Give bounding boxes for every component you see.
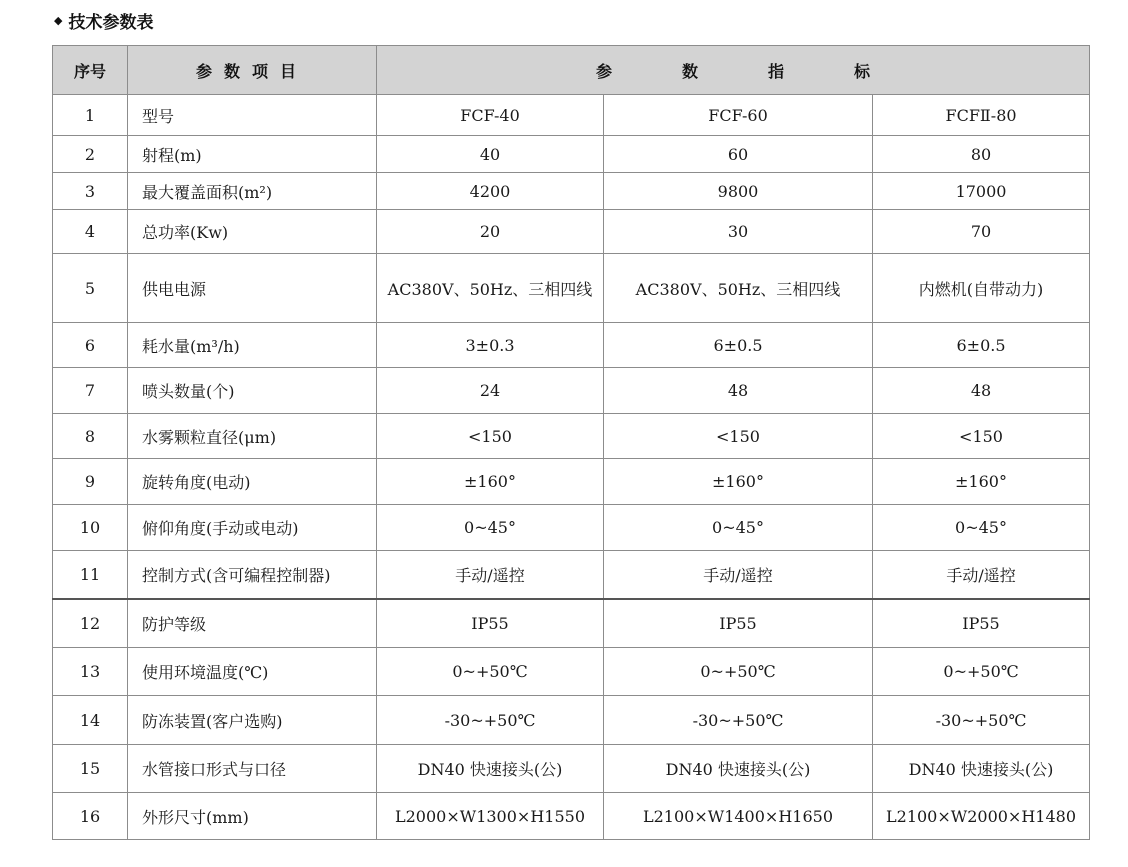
row-no: 10 — [53, 505, 128, 551]
row-value: IP55 — [377, 599, 604, 648]
row-name: 使用环境温度(℃) — [128, 648, 377, 696]
table-row — [53, 696, 1090, 745]
row-value: 手动/遥控 — [873, 551, 1090, 599]
section-heading — [54, 8, 153, 32]
row-value: 0~45° — [604, 505, 873, 551]
row-value: IP55 — [604, 599, 873, 648]
row-no: 12 — [53, 599, 128, 648]
row-name: 型号 — [128, 95, 377, 136]
row-no: 6 — [53, 323, 128, 368]
row-name: 旋转角度(电动) — [128, 459, 377, 505]
row-no: 2 — [53, 136, 128, 173]
row-value: 70 — [873, 210, 1090, 254]
row-no: 15 — [53, 745, 128, 793]
row-name: 水雾颗粒直径(μm) — [128, 414, 377, 459]
header-no: 序号 — [53, 46, 128, 95]
row-value: DN40 快速接头(公) — [604, 745, 873, 793]
row-no: 4 — [53, 210, 128, 254]
row-value: AC380V、50Hz、三相四线 — [604, 254, 873, 323]
row-value: <150 — [604, 414, 873, 459]
row-value: 6±0.5 — [604, 323, 873, 368]
row-no: 14 — [53, 696, 128, 745]
row-no: 1 — [53, 95, 128, 136]
row-value: <150 — [377, 414, 604, 459]
row-value: 0~45° — [377, 505, 604, 551]
row-value: 80 — [873, 136, 1090, 173]
row-value: -30~+50℃ — [604, 696, 873, 745]
row-value: DN40 快速接头(公) — [377, 745, 604, 793]
row-value: 48 — [604, 368, 873, 414]
row-value: -30~+50℃ — [873, 696, 1090, 745]
table-row — [53, 414, 1090, 459]
row-value: FCF-60 — [604, 95, 873, 136]
table-row — [53, 793, 1090, 840]
row-value: 60 — [604, 136, 873, 173]
table-row — [53, 648, 1090, 696]
table-row — [53, 254, 1090, 323]
row-no: 9 — [53, 459, 128, 505]
row-name: 外形尺寸(mm) — [128, 793, 377, 840]
row-no: 16 — [53, 793, 128, 840]
row-name: 水管接口形式与口径 — [128, 745, 377, 793]
row-value: L2100×W2000×H1480 — [873, 793, 1090, 840]
row-value: 4200 — [377, 173, 604, 210]
row-value: ±160° — [873, 459, 1090, 505]
row-name: 射程(m) — [128, 136, 377, 173]
row-value: IP55 — [873, 599, 1090, 648]
row-name: 俯仰角度(手动或电动) — [128, 505, 377, 551]
row-value: 40 — [377, 136, 604, 173]
row-value: 手动/遥控 — [377, 551, 604, 599]
row-value: 0~+50℃ — [604, 648, 873, 696]
row-value: 30 — [604, 210, 873, 254]
row-no: 7 — [53, 368, 128, 414]
row-value: 手动/遥控 — [604, 551, 873, 599]
row-value: L2100×W1400×H1650 — [604, 793, 873, 840]
table-row — [53, 136, 1090, 173]
row-name: 最大覆盖面积(m²) — [128, 173, 377, 210]
table-row — [53, 368, 1090, 414]
spec-table — [52, 45, 1090, 840]
row-value: 24 — [377, 368, 604, 414]
row-value: AC380V、50Hz、三相四线 — [377, 254, 604, 323]
row-name: 控制方式(含可编程控制器) — [128, 551, 377, 599]
table-row — [53, 505, 1090, 551]
row-name: 防冻装置(客户选购) — [128, 696, 377, 745]
row-no: 13 — [53, 648, 128, 696]
row-value: 内燃机(自带动力) — [873, 254, 1090, 323]
row-value: 48 — [873, 368, 1090, 414]
row-value: DN40 快速接头(公) — [873, 745, 1090, 793]
table-row — [53, 323, 1090, 368]
row-no: 11 — [53, 551, 128, 599]
header-param: 参数项目 — [128, 46, 377, 95]
diamond-bullet-icon: ◆ — [54, 13, 63, 27]
row-value: 0~+50℃ — [873, 648, 1090, 696]
row-value: 17000 — [873, 173, 1090, 210]
row-value: 20 — [377, 210, 604, 254]
row-value: -30~+50℃ — [377, 696, 604, 745]
row-value: 0~45° — [873, 505, 1090, 551]
row-value: ±160° — [377, 459, 604, 505]
section-title: 技术参数表 — [68, 12, 154, 33]
row-value: FCFⅡ-80 — [873, 95, 1090, 136]
row-value: FCF-40 — [377, 95, 604, 136]
row-value: L2000×W1300×H1550 — [377, 793, 604, 840]
table-row — [53, 551, 1090, 599]
row-no: 5 — [53, 254, 128, 323]
row-value: ±160° — [604, 459, 873, 505]
row-no: 3 — [53, 173, 128, 210]
table-row — [53, 210, 1090, 254]
row-name: 供电电源 — [128, 254, 377, 323]
table-row — [53, 95, 1090, 136]
row-value: 3±0.3 — [377, 323, 604, 368]
row-value: 9800 — [604, 173, 873, 210]
row-no: 8 — [53, 414, 128, 459]
table-row — [53, 745, 1090, 793]
row-value: 0~+50℃ — [377, 648, 604, 696]
row-value: <150 — [873, 414, 1090, 459]
table-row — [53, 459, 1090, 505]
row-name: 喷头数量(个) — [128, 368, 377, 414]
table-row — [53, 173, 1090, 210]
row-name: 防护等级 — [128, 599, 377, 648]
row-name: 耗水量(m³/h) — [128, 323, 377, 368]
row-name: 总功率(Kw) — [128, 210, 377, 254]
table-row — [53, 599, 1090, 648]
table-header-row — [53, 46, 1090, 95]
header-spec: 参数指标 — [377, 46, 1090, 95]
row-value: 6±0.5 — [873, 323, 1090, 368]
